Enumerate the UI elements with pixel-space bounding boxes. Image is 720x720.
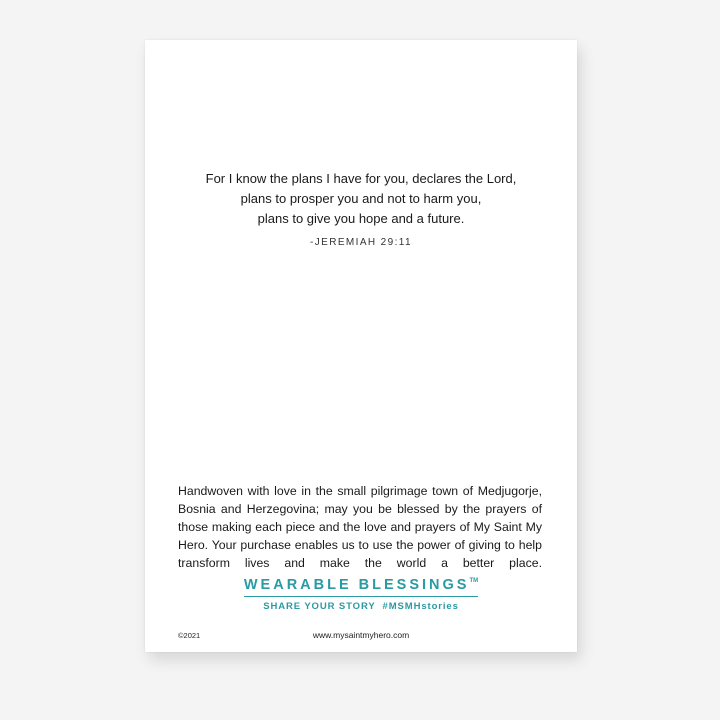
product-description: Handwoven with love in the small pilgrimage town of Medjugorje, Bosnia and Herzegovina; may you be blessed by the prayers of those making each piece and the love and prayers of My Saint My Hero. Your purchase enables us to use the power of giving to help transform lives and make the world a better place. <box>178 484 542 570</box>
brand-name-text: WEARABLE BLESSINGS <box>243 577 470 593</box>
brand-tagline: SHARE YOUR STORY #MSMHstories <box>263 601 459 612</box>
quote-line: plans to give you hope and a future. <box>257 211 465 226</box>
trademark-mark: TM <box>469 578 479 584</box>
scripture-quote <box>145 169 577 229</box>
card <box>145 40 577 652</box>
website-link[interactable]: www.mysaintmyhero.com <box>312 630 410 640</box>
scripture-reference: -JEREMIAH 29:11 <box>310 237 412 248</box>
quote-line: For I know the plans I have for you, declares the Lord, <box>205 171 517 186</box>
quote-line: plans to prosper you and not to harm you, <box>240 191 482 206</box>
brand-block <box>145 576 577 597</box>
copyright: ©2021 <box>178 631 201 640</box>
brand-name <box>244 577 478 597</box>
